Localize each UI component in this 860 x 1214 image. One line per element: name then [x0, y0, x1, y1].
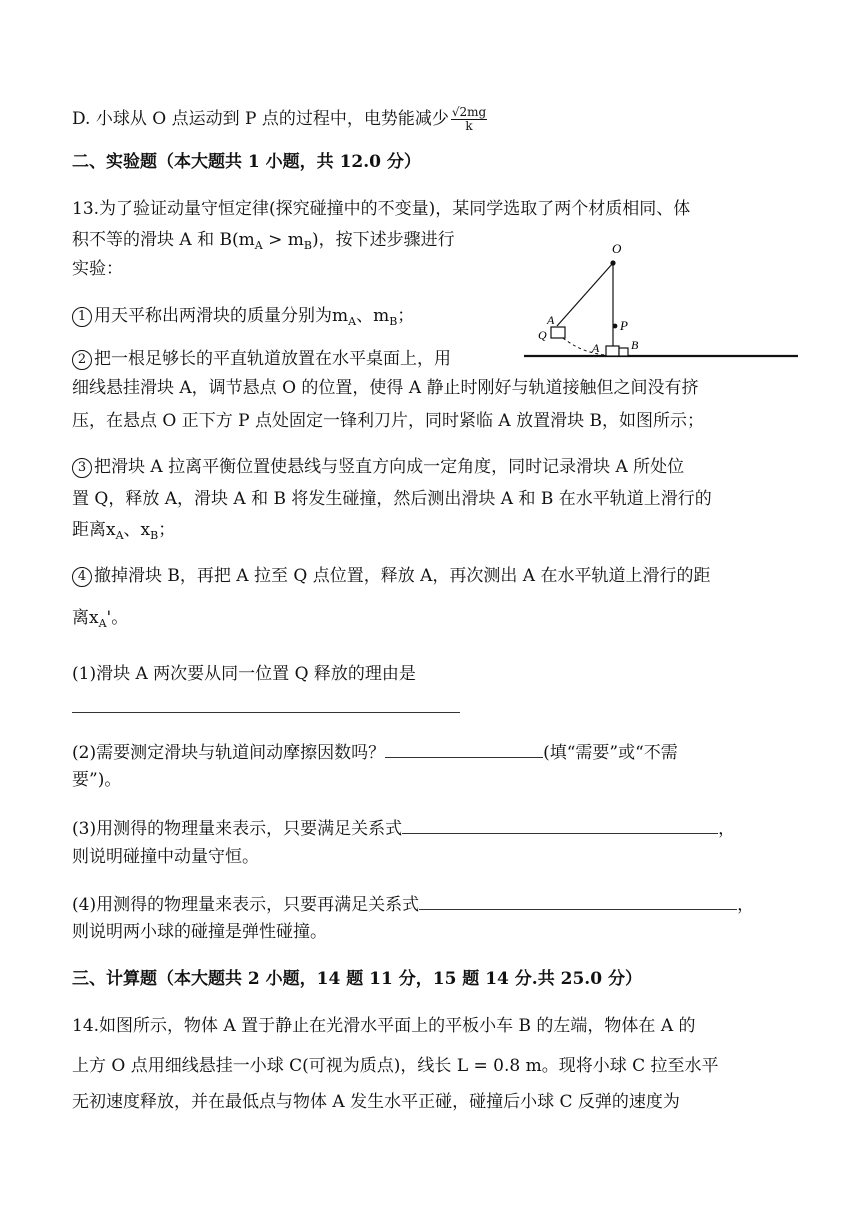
answer-blank[interactable]	[402, 815, 718, 834]
circled-number: 4	[72, 567, 92, 587]
circled-number: 1	[72, 307, 92, 327]
q13-step-4b	[72, 606, 128, 636]
suspension-point-o	[610, 260, 615, 265]
q13-part-1: (1)滑块 A 两次要从同一位置 Q 释放的理由是	[72, 664, 416, 684]
part-3-text: (3)用测得的物理量来表示，只要满足关系式	[72, 819, 403, 839]
subscript: B	[389, 315, 398, 328]
subscript: A	[98, 617, 107, 630]
option-d	[72, 106, 487, 133]
label-o: O	[612, 241, 622, 256]
part-3-text: ，	[718, 819, 736, 839]
block-b	[619, 348, 628, 356]
answer-blank[interactable]	[385, 739, 543, 758]
q13-step-2c: 压，在悬点 O 正下方 P 点处固定一锋利刀片，同时紧临 A 放置滑块 B，如图所示；	[72, 411, 704, 431]
block-a-released	[551, 327, 565, 338]
option-d-text: D. 小球从 O 点运动到 P 点的过程中，电势能减少	[72, 109, 449, 129]
part-2-text: (填“需要”或“不需	[543, 743, 678, 763]
fraction-denominator: k	[465, 119, 473, 133]
part-4-text: ，	[737, 895, 755, 915]
subscript: B	[150, 529, 159, 542]
q13-line-2	[72, 228, 455, 258]
pendulum-figure	[520, 236, 800, 361]
label-q: Q	[538, 328, 547, 342]
q13-step-4a	[72, 564, 711, 588]
label-a-released: A	[547, 313, 555, 327]
block-a-rest	[606, 346, 619, 356]
q13-step-3c	[72, 518, 175, 548]
q13-line-2c: )，按下述步骤进行	[311, 230, 455, 250]
q14-line-1: 14.如图所示，物体 A 置于静止在光滑水平面上的平板小车 B 的左端，物体在 A 的	[72, 1016, 696, 1036]
label-a-rest: A	[592, 341, 600, 355]
answer-blank[interactable]	[72, 694, 460, 713]
circled-number: 2	[72, 350, 92, 370]
q13-line-1: 13.为了验证动量守恒定律(探究碰撞中的不变量)，某同学选取了两个材质相同、体	[72, 199, 691, 219]
q13-part-2b: 要”)。	[72, 770, 122, 790]
q13-part-2	[72, 739, 678, 765]
step-1-text: ；	[397, 306, 415, 326]
q13-step-3b: 置 Q，释放 A，滑块 A 和 B 将发生碰撞，然后测出滑块 A 和 B 在水平轨道上滑行的	[72, 489, 712, 509]
subscript: A	[254, 239, 263, 252]
blade-point-p	[613, 324, 618, 329]
q13-line-2a: 积不等的滑块 A 和 B(m	[72, 230, 255, 250]
q13-part-4	[72, 891, 754, 917]
subscript: B	[303, 239, 312, 252]
step-1-text: 用天平称出两滑块的质量分别为m	[94, 306, 349, 326]
q14-line-3: 无初速度释放，并在最低点与物体 A 发生水平正碰，碰撞后小球 C 反弹的速度为	[72, 1092, 680, 1112]
pendulum-string	[557, 263, 613, 326]
subscript: A	[348, 315, 357, 328]
circled-number: 3	[72, 458, 92, 478]
q13-step-3a	[72, 455, 684, 479]
q13-step-2b: 细线悬挂滑块 A，调节悬点 O 的位置，使得 A 静止时刚好与轨道接触但之间没有挤	[72, 378, 699, 398]
q13-part-3b: 则说明碰撞中动量守恒。	[72, 847, 259, 867]
trajectory-arc	[563, 338, 606, 355]
q13-step-1	[72, 304, 414, 334]
section-3-title: 三、计算题（本大题共 2 小题，14 题 11 分，15 题 14 分.共 25.0 分）	[72, 969, 642, 989]
step-4-text: '。	[106, 608, 129, 628]
step-3-text: ；	[158, 520, 176, 540]
fraction-numerator: √2mg	[451, 105, 487, 119]
fraction	[451, 106, 487, 133]
q13-part-4b: 则说明两小球的碰撞是弹性碰撞。	[72, 922, 327, 942]
q14-line-2: 上方 O 点用细线悬挂一小球 C(可视为质点)，线长 L = 0.8 m。现将小球 C 拉至水平	[72, 1056, 719, 1076]
step-1-text: 、m	[356, 306, 390, 326]
subscript: A	[115, 529, 124, 542]
step-3-text: 把滑块 A 拉离平衡位置使悬线与竖直方向成一定角度，同时记录滑块 A 所处位	[94, 457, 685, 477]
part-2-text: (2)需要测定滑块与轨道间动摩擦因数吗？	[72, 743, 386, 763]
step-4-text: 撤掉滑块 B，再把 A 拉至 Q 点位置，释放 A，再次测出 A 在水平轨道上滑行的距	[94, 566, 711, 586]
q13-step-2a	[72, 347, 451, 371]
q13-part-3	[72, 815, 735, 841]
label-p: P	[620, 318, 628, 333]
part-4-text: (4)用测得的物理量来表示，只要再满足关系式	[72, 895, 420, 915]
step-3-text: 距离x	[72, 520, 116, 540]
step-3-text: 、x	[123, 520, 151, 540]
q13-part-1-answer	[72, 694, 460, 720]
answer-blank[interactable]	[419, 891, 737, 910]
q13-line-3: 实验：	[72, 259, 123, 279]
step-4-text: 离x	[72, 608, 99, 628]
section-2-title: 二、实验题（本大题共 1 小题，共 12.0 分）	[72, 152, 421, 172]
step-2-text: 把一根足够长的平直轨道放置在水平桌面上，用	[94, 349, 451, 369]
label-b: B	[631, 338, 639, 352]
q13-line-2b: > m	[262, 230, 304, 250]
